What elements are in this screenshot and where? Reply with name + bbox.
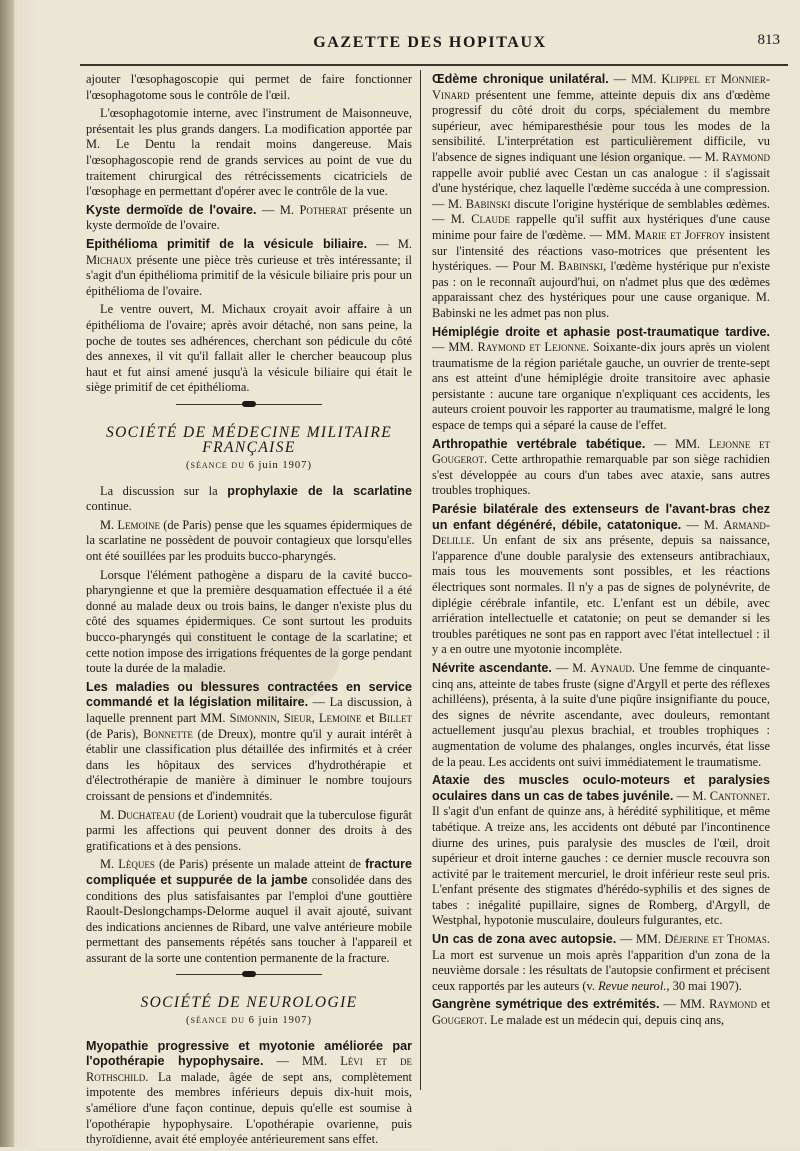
paragraph: L'œsophagotomie interne, avec l'instrument de Maisonneuve, présentait les plus grands dangers. La modification apportée par M. Le Dentu la rendait moins dangereuse. Mais l'œsophagoscopie rend de grands services au point de vue du traitement chirurgical des rétrécissements cicatriciels de l'œsophage en permettant d'opérer avec le contrôle de la vue. bbox=[86, 106, 412, 199]
paragraph: M. Lemoine (de Paris) pense que les squames épidermiques de la scarlatine ne possèdent de pouvoir contagieux que lorsqu'elles ont été souillées par les produits bucco-pharyngés. bbox=[86, 517, 412, 564]
entry-gangrene: Gangrène symétrique des extrémités. — MM. Raymond et Gougerot. Le malade est un médecin qui, depuis cinq ans, bbox=[432, 997, 770, 1028]
left-column bbox=[86, 72, 412, 1151]
page-number: 813 bbox=[757, 32, 780, 48]
entry-title: Œdème chronique unilatéral. bbox=[432, 72, 609, 86]
author: Duchateau bbox=[117, 807, 175, 822]
author: Raymond et Lejonne bbox=[477, 340, 586, 355]
entry-myopathie: Myopathie progressive et myotonie améliorée par l'opothérapie hypophysaire. — MM. Lévi et de Rothschild. La malade, âgée de sept ans, complètement impotente des membres inférieurs depuis dix-huit mois, s'améliore d'une façon continue, depuis qu'elle est soumise à l'opothérapie hypophysaire. L'opothérapie ovarienne, puis thyroïdienne, avait été employée antérieurement sans effet. bbox=[86, 1038, 412, 1147]
book-binding-edge bbox=[0, 0, 14, 1147]
entry-paresie: Parésie bilatérale des extenseurs de l'avant-bras chez un enfant dégénéré, débile, catatonique. — M. Armand-Delille. Un enfant de six ans présente, depuis sa naissance, l'apparence d'une double paralysie des extenseurs antibrachiaux, mais tous les mouvements sont possibles, et les réactions électriques sont normales. Il n'y a pas de signes de polynévrite, de diplégie cérébrale infantile, etc. L'enfant est un débile, avec arriération intellectuelle et catatonie; on peut se demander si les troubles parétiques ne sont pas en rapport avec l'état intellectuel : il y a en outre une myotonie incomplète. bbox=[432, 502, 770, 657]
header-rule bbox=[80, 64, 788, 66]
entry-ataxie: Ataxie des muscles oculo-moteurs et paralysies oculaires dans un cas de tabes juvénile. — M. Cantonnet. Il s'agit d'un enfant de quinze ans, à hérédité syphilitique, et même tabétique. A treize ans, les accidents ont débuté par l'incontinence diurne des urines, puis paralysie des muscles de l'œil, droit supérieur et droit interne gauches : ce dernier muscle recouvra son activité par le traitement mercuriel, le droit inférieur reste seul pris. L'enfant présente des stigmates d'hérédo-syphilis et des signes de tabes : inégalité pupillaire, signes de Romberg, d'Argyll, de Westphal, hypotonie musculaire, douleurs fulgurantes, etc. bbox=[432, 773, 770, 928]
entry-title: fracture compliquée et suppurée de la jambe bbox=[86, 857, 412, 887]
journal-title: GAZETTE DES HOPITAUX bbox=[313, 34, 547, 51]
entry-title: Hémiplégie droite et aphasie post-traumatique tardive. bbox=[432, 324, 770, 339]
author: Déjerine et Thomas bbox=[664, 932, 767, 947]
entry-hemiplegie: Hémiplégie droite et aphasie post-traumatique tardive. — MM. Raymond et Lejonne. Soixante-dix jours après un violent traumatisme de la région pariétale gauche, un ouvrier de trente-sept ans est atteint d'une hémiplégie droite transitoire avec aphasie persistante : aucune tare organique n'expliquant ces accidents, les auteurs croient pouvoir les rapporter au traumatisme, malgré le long espace de temps qui a séparé la cause de l'effet. bbox=[432, 324, 770, 433]
author: Aynaud bbox=[590, 660, 632, 675]
citation: Revue neurol. bbox=[598, 978, 667, 993]
entry-title: Ataxie des muscles oculo-moteurs et paralysies oculaires dans un cas de tabes juvénile. bbox=[432, 773, 770, 803]
entry-title: Névrite ascendante. bbox=[432, 660, 552, 675]
entry-oedeme: Œdème chronique unilatéral. — MM. Klippel et Monnier-Vinard présentent une femme, atteinte depuis dix ans d'œdème progressif du côté droit du corps, spécialement du membre supérieur, avec hémiparesthésie pour tous les modes de la sensibilité. L'interprétation est particulièrement difficile, vu l'absence de signes indiquant une lésion organique. — M. Raymond rappelle avoir publié avec Cestan un cas analogue : il s'agissait d'une hystérique, chez laquelle l'œdème succéda à une compression. — M. Babinski discute l'origine hystérique de semblables œdèmes. — M. Claude rappelle qu'il suffit aux hystériques d'une cause minime pour faire de l'œdème. — MM. Marie et Joffroy insistent sur l'intensité des réactions vaso-motrices que présentent les hystériques. — Pour M. Babinski, l'œdème hystérique pur n'existe pas : on le reconnaît aujourd'hui, on n'admet plus que des œdèmes apparaissant chez des hystériques pour une cause organique. M. Babinski ne les admet pas non plus. bbox=[432, 72, 771, 320]
entry-maladies: Les maladies ou blessures contractées en service commandé et la législation militaire. — La discussion, à laquelle prennent part MM. Simonnin, Sieur, Lemoine et Billet (de Paris), Bonnette (de Dreux), montre qu'il y aurait intérêt à établir une classification plus détaillée des infirmités et à créer dans les hôpitaux des services d'hydrothérapie et d'électrothérapie de manière à diminuer le nombre toujours croissant de pensions et d'indemnités. bbox=[86, 679, 412, 803]
right-column bbox=[432, 72, 770, 1032]
entry-zona: Un cas de zona avec autopsie. — MM. Déjerine et Thomas. La mort est survenue un mois après l'apparition d'un zona de la neuvième dorsale : les résultats de l'autopsie confirment et précisent ceux rapportés par les auteurs (v. Revue neurol., 30 mai 1907). bbox=[432, 932, 770, 993]
paragraph: Le ventre ouvert, M. Michaux croyait avoir affaire à un épithélioma de l'ovaire; après avoir détaché, non sans peine, la poche de toutes ses adhérences, cherchant son pédicule du côté des annexes, il vit qu'il fallait aller le chercher beaucoup plus haut et fut ainsi amené jusqu'à la vésicule biliaire qui était le siège primitif de cet épithélioma. bbox=[86, 302, 412, 395]
entry-nevrite: Névrite ascendante. — M. Aynaud. Une femme de cinquante-cinq ans, atteinte de tabes fruste (signe d'Argyll et perte des réflexes achilléens), présenta, à la suite d'une piqûre insignifiante du pouce, des signes de névrite ascendante, avec douleurs, remontant actuellement jusqu'au plexus brachial, et troubles trophiques : augmentation de volume des phalanges, ongles incurvés, état lisse de la peau. Les accidents ont suivi immédiatement le traumatisme. bbox=[432, 660, 770, 769]
section-title: SOCIÉTÉ DE NEUROLOGIE bbox=[140, 994, 358, 1012]
section-ornament bbox=[86, 969, 412, 981]
paragraph: M. Lèques (de Paris) présente un malade atteint de fracture compliquée et suppurée de la jambe consolidée dans des conditions des plus satisfaisantes par l'emploi d'une gouttière Raoult-Deslongchamps-Delorme auquel il avait ajouté, suivant des indications anciennes de Ribard, une valve antérieure mobile permettant des pansements répétés sans toucher à l'appareil et assurant de la sorte une contention permanente de la fracture. bbox=[86, 857, 412, 965]
author: Cantonnet bbox=[709, 788, 767, 803]
paragraph: Lorsque l'élément pathogène a disparu de la cavité bucco-pharyngienne et que la première desquamation effectuée il a été donné au malade deux ou trois bains, le danger n'existe plus du côté des squames épidermiques. Ce sont surtout les produits bucco-pharyngés qui constituent le contage de la scarlatine; et cette notion impose des irrigations fréquentes de la gorge pendant toute la durée de la maladie. bbox=[86, 567, 412, 676]
author: Lemoine bbox=[117, 517, 160, 532]
section-ornament bbox=[86, 399, 412, 411]
author: Michaux bbox=[86, 252, 133, 267]
entry-title: Arthropathie vertébrale tabétique. bbox=[432, 436, 646, 451]
author: Lejonne et Gougerot bbox=[432, 436, 770, 467]
entry-title: Les maladies ou blessures contractées en service commandé et la législation militaire. bbox=[86, 679, 412, 710]
entry-title: prophylaxie de la scarlatine bbox=[227, 483, 412, 498]
entry-title: Myopathie progressive et myotonie améliorée par l'opothérapie hypophysaire. bbox=[86, 1038, 412, 1069]
section-title: SOCIÉTÉ DE MÉDECINE MILITAIRE FRANÇAISE bbox=[105, 423, 393, 457]
paragraph: La discussion sur la prophylaxie de la scarlatine continue. bbox=[86, 483, 412, 514]
column-divider bbox=[420, 70, 421, 1090]
section-date: (séance du 6 juin 1907) bbox=[186, 459, 312, 472]
entry-title: Gangrène symétrique des extrémités. bbox=[432, 997, 660, 1012]
entry-title: Parésie bilatérale des extenseurs de l'avant-bras chez un enfant dégénéré, débile, catatonique. bbox=[432, 502, 770, 532]
entry-kyste: Kyste dermoïde de l'ovaire. — M. Potherat présente un kyste dermoïde de l'ovaire. bbox=[86, 202, 412, 233]
page-header bbox=[80, 30, 780, 60]
author: Lévi et de Rothschild bbox=[86, 1054, 412, 1084]
section-date: (séance du 6 juin 1907) bbox=[186, 1014, 312, 1027]
paragraph: ajouter l'œsophagoscopie qui permet de faire fonctionner l'œsophagotome sous le contrôle de l'œil. bbox=[86, 72, 412, 102]
entry-arthropathie: Arthropathie vertébrale tabétique. — MM. Lejonne et Gougerot. Cette arthropathie remarquable par son siège rachidien s'est développée au cours d'un tabes avec ataxie, sans autres troubles trophiques. bbox=[432, 436, 770, 498]
author: Lèques bbox=[118, 857, 155, 872]
entry-epithelioma: Epithélioma primitif de la vésicule biliaire. — M. Michaux présente une pièce très curieuse et très intéressante; il s'agit d'un épithélioma primitif de la vésicule biliaire pris pour un épithélioma de l'ovaire. bbox=[86, 236, 412, 298]
paragraph: M. Duchateau (de Lorient) voudrait que la tuberculose figurât parmi les affections qui peuvent donner des droits à des gratifications et à des pensions. bbox=[86, 807, 412, 853]
entry-title: Epithélioma primitif de la vésicule biliaire. bbox=[86, 236, 368, 251]
entry-title: Kyste dermoïde de l'ovaire. bbox=[86, 202, 257, 217]
author: Potherat bbox=[299, 202, 348, 217]
entry-title: Un cas de zona avec autopsie. bbox=[432, 932, 617, 947]
author: Armand-Delille bbox=[432, 517, 770, 548]
